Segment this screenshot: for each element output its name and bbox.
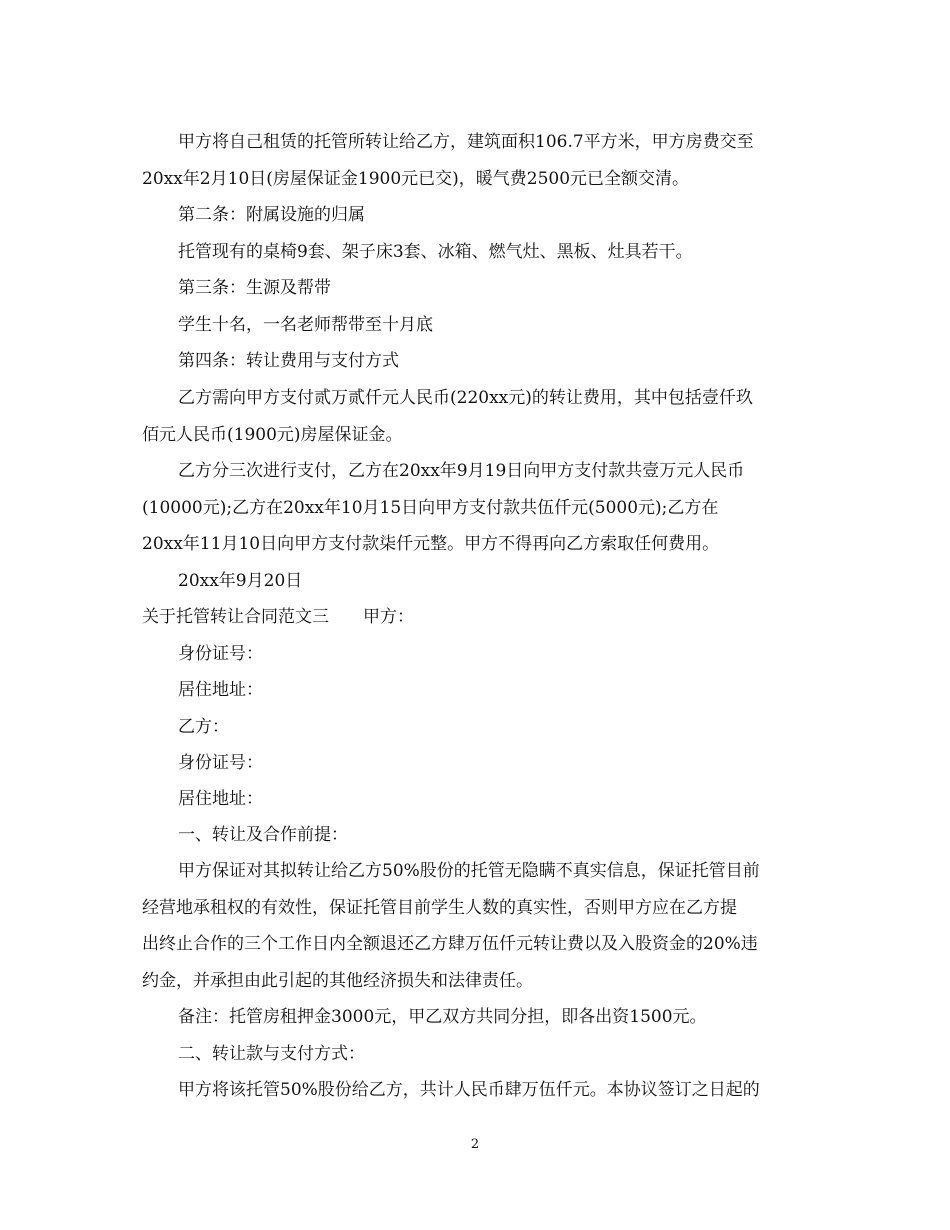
paragraph-line: (10000元);乙方在20xx年10月15日向甲方支付款共伍仟元(5000元);乙方在 xyxy=(142,498,719,518)
field-label: 身份证号： xyxy=(178,753,263,773)
note-line: 备注：托管房租押金3000元，甲乙双方共同分担，即各出资1500元。 xyxy=(178,1007,707,1027)
paragraph-line: 20xx年11月10日向甲方支付款柒仟元整。甲方不得再向乙方索取任何费用。 xyxy=(142,534,720,554)
paragraph-line: 甲方将自己租赁的托管所转让给乙方，建筑面积106.7平方米，甲方房费交至 xyxy=(178,132,754,152)
paragraph-line: 出终止合作的三个工作日内全额退还乙方肆万伍仟元转让费以及入股资金的20%违 xyxy=(142,934,758,954)
paragraph-line: 经营地承租权的有效性，保证托管目前学生人数的真实性，否则甲方应在乙方提 xyxy=(142,898,737,918)
paragraph-line: 20xx年2月10日(房屋保证金1900元已交)，暖气费2500元已全额交清。 xyxy=(142,169,690,189)
paragraph-line: 约金，并承担由此引起的其他经济损失和法律责任。 xyxy=(142,971,533,991)
field-label: 身份证号： xyxy=(178,644,263,664)
field-label: 居住地址： xyxy=(178,789,263,809)
page-number: 2 xyxy=(470,1137,480,1152)
paragraph-line: 甲方将该托管50%股份给乙方，共计人民币肆万伍仟元。本协议签订之日起的 xyxy=(178,1080,760,1100)
section-heading: 二、转让款与支付方式： xyxy=(178,1044,365,1064)
document-title: 关于托管转让合同范文三 甲方： xyxy=(142,607,414,627)
section-heading: 第二条：附属设施的归属 xyxy=(178,205,365,225)
paragraph-line: 乙方需向甲方支付贰万贰仟元人民币(220xx元)的转让费用，其中包括壹仟玖 xyxy=(178,388,753,408)
paragraph-line: 甲方保证对其拟转让给乙方50%股份的托管无隐瞒不真实信息，保证托管目前 xyxy=(178,861,760,881)
field-label: 乙方： xyxy=(178,717,229,737)
section-heading: 第三条：生源及帮带 xyxy=(178,278,331,298)
section-heading: 第四条：转让费用与支付方式 xyxy=(178,351,399,371)
paragraph-line: 托管现有的桌椅9套、架子床3套、冰箱、燃气灶、黑板、灶具若干。 xyxy=(178,242,693,262)
paragraph-line: 佰元人民币(1900元)房屋保证金。 xyxy=(142,425,403,445)
section-heading: 一、转让及合作前提： xyxy=(178,825,348,845)
paragraph-line: 乙方分三次进行支付，乙方在20xx年9月19日向甲方支付款共壹万元人民币 xyxy=(178,461,745,481)
field-label: 居住地址： xyxy=(178,680,263,700)
paragraph-line: 学生十名，一名老师帮带至十月底 xyxy=(178,315,433,335)
date-line: 20xx年9月20日 xyxy=(178,571,303,591)
